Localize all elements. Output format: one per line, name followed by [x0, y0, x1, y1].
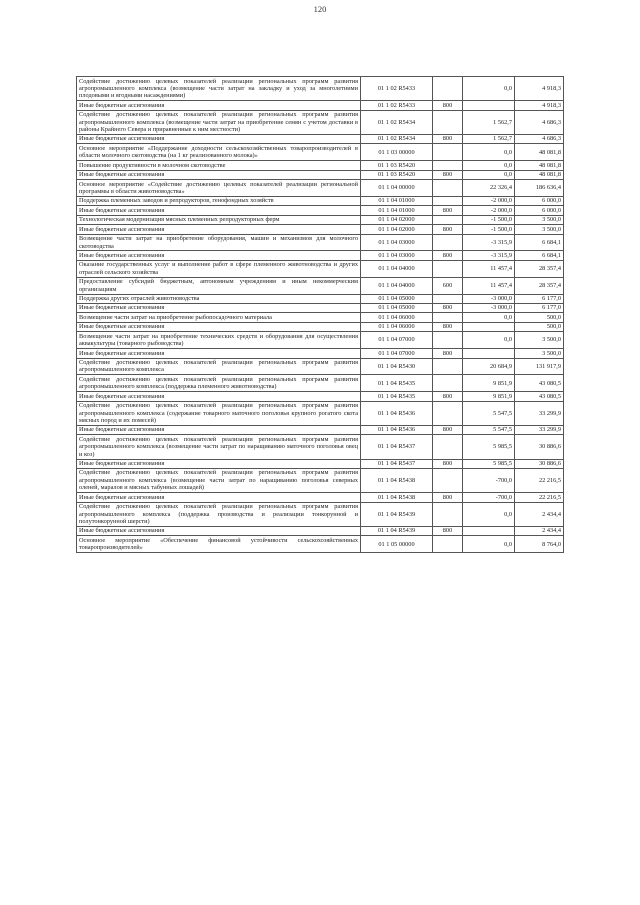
budget-code-cell: 01 1 04 01000: [361, 206, 433, 215]
total-amount-cell: 6 177,0: [515, 294, 564, 303]
expense-type-cell: [433, 375, 463, 392]
change-amount-cell: 20 684,9: [463, 358, 515, 375]
table-row: [77, 110, 564, 134]
budget-code-cell: 01 1 02 R5434: [361, 134, 433, 143]
expense-type-cell: 800: [433, 101, 463, 110]
change-amount-cell: [463, 101, 515, 110]
budget-code-cell: 01 1 04 R5437: [361, 459, 433, 468]
budget-code-cell: 01 1 03 R5420: [361, 170, 433, 179]
budget-code-cell: 01 1 04 04000: [361, 260, 433, 277]
expense-type-cell: 800: [433, 392, 463, 401]
budget-code-cell: 01 1 04 00000: [361, 180, 433, 197]
row-name-cell: Иные бюджетные ассигнования: [77, 322, 361, 331]
table-row: [77, 313, 564, 322]
expense-type-cell: [433, 180, 463, 197]
expense-type-cell: [433, 313, 463, 322]
total-amount-cell: 48 081,8: [515, 161, 564, 170]
total-amount-cell: 28 357,4: [515, 277, 564, 294]
budget-code-cell: 01 1 04 03000: [361, 251, 433, 260]
row-name-cell: Возмещение части затрат на приобретение оборудования, машин и механизмов для молочного скотоводства: [77, 234, 361, 251]
total-amount-cell: 3 500,0: [515, 215, 564, 224]
total-amount-cell: 6 000,0: [515, 206, 564, 215]
row-name-cell: Оказание государственных услуг и выполнение работ в сфере племенного животноводства и других отраслей сельского хозяйства: [77, 260, 361, 277]
table-row: [77, 215, 564, 224]
table-row: [77, 401, 564, 425]
total-amount-cell: 48 081,8: [515, 144, 564, 161]
row-name-cell: Иные бюджетные ассигнования: [77, 425, 361, 434]
budget-code-cell: 01 1 04 R5439: [361, 526, 433, 535]
expense-type-cell: 800: [433, 170, 463, 179]
table-row: [77, 206, 564, 215]
budget-code-cell: 01 1 04 05000: [361, 303, 433, 312]
table-row: [77, 322, 564, 331]
expense-type-cell: [433, 215, 463, 224]
total-amount-cell: 43 080,5: [515, 392, 564, 401]
table-row: [77, 459, 564, 468]
change-amount-cell: 5 985,5: [463, 435, 515, 459]
expense-type-cell: [433, 196, 463, 205]
row-name-cell: Основное мероприятие «Обеспечение финансовой устойчивости сельскохозяйственных товаропроизводителей»: [77, 536, 361, 553]
change-amount-cell: 5 985,5: [463, 459, 515, 468]
change-amount-cell: 0,0: [463, 313, 515, 322]
row-name-cell: Иные бюджетные ассигнования: [77, 392, 361, 401]
table-row: [77, 101, 564, 110]
total-amount-cell: 131 917,9: [515, 358, 564, 375]
change-amount-cell: [463, 526, 515, 535]
total-amount-cell: 6 684,1: [515, 251, 564, 260]
row-name-cell: Основное мероприятие «Поддержание доходности сельскохозяйственных товаропроизводителей в области молочного скотоводства (на 1 кг реализованного молока)»: [77, 144, 361, 161]
total-amount-cell: 3 500,0: [515, 332, 564, 349]
total-amount-cell: 22 216,5: [515, 493, 564, 502]
expense-type-cell: 800: [433, 459, 463, 468]
total-amount-cell: 6 684,1: [515, 234, 564, 251]
budget-table-body: [77, 77, 564, 553]
total-amount-cell: 186 636,4: [515, 180, 564, 197]
expense-type-cell: [433, 144, 463, 161]
change-amount-cell: [463, 322, 515, 331]
total-amount-cell: 30 886,6: [515, 459, 564, 468]
total-amount-cell: 43 080,5: [515, 375, 564, 392]
change-amount-cell: 11 457,4: [463, 277, 515, 294]
expense-type-cell: 800: [433, 303, 463, 312]
row-name-cell: Иные бюджетные ассигнования: [77, 526, 361, 535]
change-amount-cell: -700,0: [463, 493, 515, 502]
total-amount-cell: 4 686,3: [515, 134, 564, 143]
budget-code-cell: 01 1 03 00000: [361, 144, 433, 161]
page-number: 120: [313, 4, 327, 14]
expense-type-cell: [433, 234, 463, 251]
total-amount-cell: 3 500,0: [515, 225, 564, 234]
total-amount-cell: 6 177,0: [515, 303, 564, 312]
table-row: [77, 468, 564, 492]
row-name-cell: Возмещение части затрат на приобретение рыбопосадочного материала: [77, 313, 361, 322]
expense-type-cell: 800: [433, 526, 463, 535]
row-name-cell: Иные бюджетные ассигнования: [77, 493, 361, 502]
row-name-cell: Иные бюджетные ассигнования: [77, 225, 361, 234]
expense-type-cell: [433, 77, 463, 101]
table-row: [77, 303, 564, 312]
total-amount-cell: 2 434,4: [515, 502, 564, 526]
table-row: [77, 225, 564, 234]
total-amount-cell: 33 299,9: [515, 401, 564, 425]
change-amount-cell: 0,0: [463, 502, 515, 526]
table-row: [77, 536, 564, 553]
table-row: [77, 332, 564, 349]
change-amount-cell: 0,0: [463, 536, 515, 553]
budget-code-cell: 01 1 04 05000: [361, 294, 433, 303]
row-name-cell: Предоставление субсидий бюджетным, автономным учреждениям и иным некоммерческим организациям: [77, 277, 361, 294]
expense-type-cell: [433, 358, 463, 375]
change-amount-cell: -3 000,0: [463, 303, 515, 312]
budget-code-cell: 01 1 04 R5435: [361, 392, 433, 401]
change-amount-cell: 1 562,7: [463, 110, 515, 134]
total-amount-cell: 30 886,6: [515, 435, 564, 459]
row-name-cell: Иные бюджетные ассигнования: [77, 170, 361, 179]
row-name-cell: Содействие достижению целевых показателей реализации региональных программ развития агропромышленного комплекса: [77, 358, 361, 375]
budget-code-cell: 01 1 04 04000: [361, 277, 433, 294]
budget-code-cell: 01 1 03 R5420: [361, 161, 433, 170]
total-amount-cell: 8 764,0: [515, 536, 564, 553]
total-amount-cell: 4 918,3: [515, 77, 564, 101]
row-name-cell: Содействие достижению целевых показателей реализации региональных программ развития агропромышленного комплекса (возмещение части затрат по наращиванию поголовья северных оленей, маралов и мясных табунных лошадей): [77, 468, 361, 492]
table-row: [77, 358, 564, 375]
expense-type-cell: [433, 161, 463, 170]
expense-type-cell: [433, 536, 463, 553]
expense-type-cell: [433, 435, 463, 459]
total-amount-cell: 33 299,9: [515, 425, 564, 434]
row-name-cell: Содействие достижению целевых показателей реализации региональных программ развития агропромышленного комплекса (поддержка производства и реализации тонкорунной и полутонкорунной шерсти): [77, 502, 361, 526]
budget-code-cell: 01 1 04 R5430: [361, 358, 433, 375]
table-row: [77, 502, 564, 526]
expense-type-cell: [433, 468, 463, 492]
row-name-cell: Содействие достижению целевых показателей реализации региональных программ развития агропромышленного комплекса (возмещение части затрат по наращиванию маточного поголовья овец и коз): [77, 435, 361, 459]
row-name-cell: Иные бюджетные ассигнования: [77, 251, 361, 260]
budget-code-cell: 01 1 04 R5436: [361, 401, 433, 425]
total-amount-cell: 500,0: [515, 313, 564, 322]
table-row: [77, 234, 564, 251]
expense-type-cell: 800: [433, 425, 463, 434]
expense-type-cell: [433, 294, 463, 303]
budget-table: [76, 76, 564, 553]
budget-code-cell: 01 1 02 R5433: [361, 101, 433, 110]
expense-type-cell: 800: [433, 251, 463, 260]
change-amount-cell: 11 457,4: [463, 260, 515, 277]
total-amount-cell: 6 000,0: [515, 196, 564, 205]
table-row: [77, 493, 564, 502]
change-amount-cell: -700,0: [463, 468, 515, 492]
budget-code-cell: 01 1 04 03000: [361, 234, 433, 251]
table-row: [77, 196, 564, 205]
row-name-cell: Иные бюджетные ассигнования: [77, 101, 361, 110]
table-row: [77, 161, 564, 170]
budget-code-cell: 01 1 04 R5437: [361, 435, 433, 459]
budget-code-cell: 01 1 04 02000: [361, 215, 433, 224]
table-row: [77, 349, 564, 358]
change-amount-cell: 5 547,5: [463, 401, 515, 425]
table-row: [77, 435, 564, 459]
budget-code-cell: 01 1 04 07000: [361, 332, 433, 349]
table-row: [77, 260, 564, 277]
row-name-cell: Содействие достижению целевых показателей реализации региональных программ развития агропромышленного комплекса (возмещение части затрат на закладку и уход за многолетними плодовыми и ягодными насаждениями): [77, 77, 361, 101]
row-name-cell: Содействие достижению целевых показателей реализации региональных программ развития агропромышленного комплекса (содержание товарного маточного поголовья крупного рогатого скота мясных пород и их помесей): [77, 401, 361, 425]
row-name-cell: Повышение продуктивности в молочном скотоводстве: [77, 161, 361, 170]
table-row: [77, 170, 564, 179]
expense-type-cell: 800: [433, 134, 463, 143]
change-amount-cell: 0,0: [463, 144, 515, 161]
change-amount-cell: -2 000,0: [463, 206, 515, 215]
change-amount-cell: 1 562,7: [463, 134, 515, 143]
table-row: [77, 180, 564, 197]
row-name-cell: Возмещение части затрат на приобретение технических средств и оборудования для осуществления аквакультуры (товарного рыбоводства): [77, 332, 361, 349]
change-amount-cell: 0,0: [463, 332, 515, 349]
row-name-cell: Технологическая модернизация мясных племенных репродукторных ферм: [77, 215, 361, 224]
table-row: [77, 526, 564, 535]
budget-code-cell: 01 1 05 00000: [361, 536, 433, 553]
table-row: [77, 425, 564, 434]
budget-code-cell: 01 1 04 R5435: [361, 375, 433, 392]
change-amount-cell: 9 851,9: [463, 392, 515, 401]
row-name-cell: Содействие достижению целевых показателей реализации региональных программ развития агропромышленного комплекса (поддержка племенного животноводства): [77, 375, 361, 392]
row-name-cell: Содействие достижению целевых показателей реализации региональных программ развития агропромышленного комплекса (возмещение части затрат на приобретение семян с учетом доставки в районы Крайнего Севера и приравненные к ним местности): [77, 110, 361, 134]
budget-code-cell: 01 1 04 R5438: [361, 493, 433, 502]
total-amount-cell: 22 216,5: [515, 468, 564, 492]
row-name-cell: Иные бюджетные ассигнования: [77, 206, 361, 215]
change-amount-cell: -1 500,0: [463, 215, 515, 224]
expense-type-cell: 800: [433, 322, 463, 331]
row-name-cell: Поддержка племенных заводов и репродукторов, генофондных хозяйств: [77, 196, 361, 205]
change-amount-cell: 0,0: [463, 77, 515, 101]
row-name-cell: Поддержка других отраслей животноводства: [77, 294, 361, 303]
change-amount-cell: 5 547,5: [463, 425, 515, 434]
table-row: [77, 77, 564, 101]
change-amount-cell: [463, 349, 515, 358]
budget-code-cell: 01 1 04 06000: [361, 313, 433, 322]
row-name-cell: Иные бюджетные ассигнования: [77, 303, 361, 312]
expense-type-cell: 800: [433, 493, 463, 502]
table-row: [77, 251, 564, 260]
table-row: [77, 375, 564, 392]
expense-type-cell: 800: [433, 349, 463, 358]
change-amount-cell: 9 851,9: [463, 375, 515, 392]
change-amount-cell: -3 315,9: [463, 234, 515, 251]
change-amount-cell: -3 315,9: [463, 251, 515, 260]
expense-type-cell: 800: [433, 206, 463, 215]
total-amount-cell: 48 081,8: [515, 170, 564, 179]
total-amount-cell: 500,0: [515, 322, 564, 331]
table-row: [77, 144, 564, 161]
total-amount-cell: 4 686,3: [515, 110, 564, 134]
budget-code-cell: 01 1 04 01000: [361, 196, 433, 205]
expense-type-cell: [433, 110, 463, 134]
table-row: [77, 392, 564, 401]
expense-type-cell: 800: [433, 225, 463, 234]
expense-type-cell: 600: [433, 277, 463, 294]
total-amount-cell: 3 500,0: [515, 349, 564, 358]
change-amount-cell: 0,0: [463, 161, 515, 170]
change-amount-cell: -2 000,0: [463, 196, 515, 205]
change-amount-cell: -1 500,0: [463, 225, 515, 234]
table-row: [77, 294, 564, 303]
budget-code-cell: 01 1 02 R5434: [361, 110, 433, 134]
row-name-cell: Основное мероприятие «Содействие достижению целевых показателей реализации региональной программы в области животноводства»: [77, 180, 361, 197]
budget-code-cell: 01 1 04 R5439: [361, 502, 433, 526]
budget-code-cell: 01 1 04 02000: [361, 225, 433, 234]
expense-type-cell: [433, 401, 463, 425]
budget-code-cell: 01 1 04 R5438: [361, 468, 433, 492]
total-amount-cell: 28 357,4: [515, 260, 564, 277]
change-amount-cell: 22 326,4: [463, 180, 515, 197]
table-row: [77, 134, 564, 143]
total-amount-cell: 4 918,3: [515, 101, 564, 110]
budget-code-cell: 01 1 04 06000: [361, 322, 433, 331]
table-row: [77, 277, 564, 294]
total-amount-cell: 2 434,4: [515, 526, 564, 535]
change-amount-cell: -3 000,0: [463, 294, 515, 303]
expense-type-cell: [433, 260, 463, 277]
change-amount-cell: 0,0: [463, 170, 515, 179]
expense-type-cell: [433, 332, 463, 349]
budget-code-cell: 01 1 04 R5436: [361, 425, 433, 434]
expense-type-cell: [433, 502, 463, 526]
row-name-cell: Иные бюджетные ассигнования: [77, 459, 361, 468]
row-name-cell: Иные бюджетные ассигнования: [77, 349, 361, 358]
budget-code-cell: 01 1 02 R5433: [361, 77, 433, 101]
row-name-cell: Иные бюджетные ассигнования: [77, 134, 361, 143]
budget-code-cell: 01 1 04 07000: [361, 349, 433, 358]
